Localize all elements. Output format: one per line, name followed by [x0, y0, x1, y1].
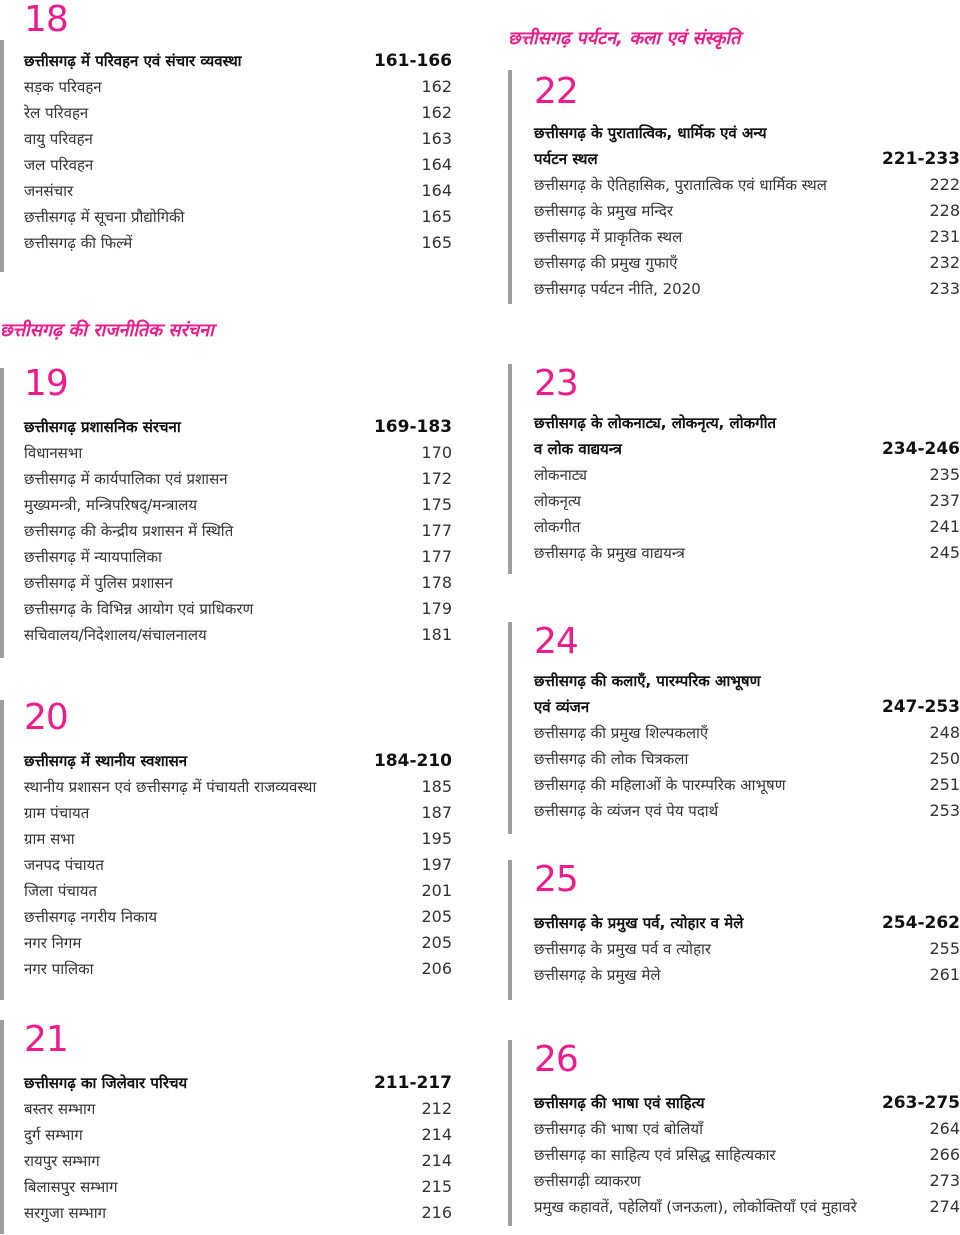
chapter-19: [0, 362, 452, 648]
chapter-20: [0, 694, 452, 982]
page-range: 234-246: [881, 439, 960, 459]
chapter-bar: [0, 1020, 4, 1234]
list-item[interactable]: [24, 596, 452, 622]
list-item[interactable]: [24, 800, 452, 826]
item-title: छत्तीसगढ़ नगरीय निकाय: [24, 908, 158, 926]
item-page: 245: [929, 543, 960, 562]
chapter-items: [534, 936, 960, 988]
item-title: छत्तीसगढ़ के विभिन्न आयोग एवं प्राधिकरण: [24, 600, 254, 618]
list-item[interactable]: [534, 198, 960, 224]
item-page: 253: [929, 801, 960, 820]
list-item[interactable]: [24, 100, 452, 126]
chapter-title-text: एवं व्यंजन: [534, 698, 590, 716]
chapter-title-text: छत्तीसगढ़ में स्थानीय स्वशासन: [24, 752, 188, 770]
chapter-number: 19: [24, 363, 68, 404]
chapter-title-text: व लोक वाद्ययन्त्र: [534, 440, 622, 458]
page-range: 254-262: [881, 913, 960, 933]
list-item[interactable]: [24, 178, 452, 204]
item-title: छत्तीसगढ़ की लोक चित्रकला: [534, 750, 689, 768]
list-item[interactable]: [24, 774, 452, 800]
item-page: 201: [421, 881, 452, 900]
item-title: लोकगीत: [534, 518, 581, 536]
item-page: 233: [929, 279, 960, 298]
item-page: 177: [421, 521, 452, 540]
list-item[interactable]: [534, 798, 960, 824]
list-item[interactable]: [534, 1168, 960, 1194]
chapter-22: [508, 66, 960, 302]
chapter-number: 22: [534, 71, 578, 112]
chapter-title-text: छत्तीसगढ़ में परिवहन एवं संचार व्यवस्था: [24, 52, 242, 70]
item-page: 162: [421, 77, 452, 96]
chapter-number: 23: [534, 363, 578, 404]
section-heading: छत्तीसगढ़ की राजनीतिक सरंचना: [0, 320, 214, 341]
item-page: 164: [421, 155, 452, 174]
list-item[interactable]: [24, 544, 452, 570]
list-item[interactable]: [24, 1200, 452, 1226]
list-item[interactable]: [24, 466, 452, 492]
chapter-title-line1[interactable]: [534, 120, 960, 146]
chapter-number: 18: [24, 0, 68, 40]
list-item[interactable]: [534, 1194, 960, 1220]
item-page: 164: [421, 181, 452, 200]
chapter-title-text: पर्यटन स्थल: [534, 150, 598, 168]
list-item[interactable]: [24, 956, 452, 982]
chapter-bar: [0, 368, 4, 658]
item-title: सरगुजा सम्भाग: [24, 1204, 107, 1222]
list-item[interactable]: [534, 276, 960, 302]
chapter-items: [24, 1096, 452, 1226]
item-page: 177: [421, 547, 452, 566]
item-page: 222: [929, 175, 960, 194]
item-title: छत्तीसगढ़ के प्रमुख मन्दिर: [534, 202, 673, 220]
item-title: बिलासपुर सम्भाग: [24, 1178, 118, 1196]
item-title: रेल परिवहन: [24, 104, 89, 122]
item-page: 205: [421, 933, 452, 952]
chapter-bar: [508, 622, 512, 834]
item-page: 163: [421, 129, 452, 148]
list-item[interactable]: [24, 126, 452, 152]
chapter-title[interactable]: [534, 1090, 960, 1116]
list-item[interactable]: [24, 440, 452, 466]
chapter-title[interactable]: [24, 748, 452, 774]
item-title: बस्तर सम्भाग: [24, 1100, 96, 1118]
chapter-23: [508, 360, 960, 566]
list-item[interactable]: [24, 1122, 452, 1148]
page-range: 161-166: [373, 51, 452, 71]
item-page: 255: [929, 939, 960, 958]
chapter-24: [508, 618, 960, 824]
item-title: छत्तीसगढ़ की केन्द्रीय प्रशासन में स्थिति: [24, 522, 234, 540]
item-title: छत्तीसगढ़ में न्यायपालिका: [24, 548, 162, 566]
list-item[interactable]: [534, 514, 960, 540]
list-item[interactable]: [24, 152, 452, 178]
item-page: 248: [929, 723, 960, 742]
list-item[interactable]: [534, 1116, 960, 1142]
item-page: 251: [929, 775, 960, 794]
list-item[interactable]: [534, 746, 960, 772]
list-item[interactable]: [24, 492, 452, 518]
list-item[interactable]: [24, 518, 452, 544]
item-title: जनसंचार: [24, 182, 74, 200]
item-title: जल परिवहन: [24, 156, 94, 174]
chapter-title-line2[interactable]: [534, 146, 960, 172]
chapter-21: [0, 1016, 452, 1226]
item-page: 165: [421, 207, 452, 226]
item-title: छत्तीसगढ़ के प्रमुख वाद्ययन्त्र: [534, 544, 685, 562]
item-title: छत्तीसगढ़ी व्याकरण: [534, 1172, 641, 1190]
item-page: 274: [929, 1197, 960, 1216]
chapter-title[interactable]: [24, 1070, 452, 1096]
list-item[interactable]: [534, 720, 960, 746]
chapter-bar: [508, 364, 512, 574]
chapter-title-text: छत्तीसगढ़ के पुरातात्विक, धार्मिक एवं अन्य: [534, 124, 767, 142]
item-title: छत्तीसगढ़ में प्राकृतिक स्थल: [534, 228, 683, 246]
chapter-title-line1[interactable]: [534, 668, 960, 694]
item-page: 214: [421, 1125, 452, 1144]
chapter-number: 26: [534, 1039, 578, 1080]
chapter-bar: [0, 40, 4, 272]
item-title: नगर निगम: [24, 934, 82, 952]
chapter-number: 25: [534, 859, 578, 900]
list-item[interactable]: [24, 826, 452, 852]
item-title: छत्तीसगढ़ की महिलाओं के पारम्परिक आभूषण: [534, 776, 786, 794]
item-title: छत्तीसगढ़ की प्रमुख गुफाएँ: [534, 254, 678, 272]
item-title: छत्तीसगढ़ में सूचना प्रौद्योगिकी: [24, 208, 185, 226]
item-page: 228: [929, 201, 960, 220]
chapter-number: 24: [534, 621, 578, 662]
page-range: 184-210: [373, 751, 452, 771]
list-item[interactable]: [24, 204, 452, 230]
item-title: नगर पालिका: [24, 960, 94, 978]
item-title: जनपद पंचायत: [24, 856, 104, 874]
item-title: प्रमुख कहावतें, पहेलियाँ (जनऊला), लोकोक्तियाँ एवं मुहावरे: [534, 1198, 857, 1216]
item-title: ग्राम पंचायत: [24, 804, 90, 822]
chapter-items: [534, 462, 960, 566]
item-title: सचिवालय/निदेशालय/संचालनालय: [24, 626, 207, 644]
item-page: 162: [421, 103, 452, 122]
chapter-25: [508, 856, 960, 988]
chapter-title[interactable]: [24, 48, 452, 74]
chapter-title-text: छत्तीसगढ़ की कलाएँ, पारम्परिक आभूषण: [534, 672, 761, 690]
page-range: 221-233: [881, 149, 960, 169]
list-item[interactable]: [534, 1142, 960, 1168]
list-item[interactable]: [24, 1148, 452, 1174]
chapter-title-text: छत्तीसगढ़ की भाषा एवं साहित्य: [534, 1094, 705, 1112]
item-title: छत्तीसगढ़ पर्यटन नीति, 2020: [534, 280, 701, 298]
item-page: 264: [929, 1119, 960, 1138]
item-title: वायु परिवहन: [24, 130, 93, 148]
item-page: 250: [929, 749, 960, 768]
item-page: 232: [929, 253, 960, 272]
page-range: 211-217: [373, 1073, 452, 1093]
chapter-18: [0, 0, 452, 256]
chapter-title-line2[interactable]: [534, 694, 960, 720]
list-item[interactable]: [534, 250, 960, 276]
item-page: 241: [929, 517, 960, 536]
item-title: लोकनाट्य: [534, 466, 588, 484]
list-item[interactable]: [24, 74, 452, 100]
list-item[interactable]: [24, 1174, 452, 1200]
list-item[interactable]: [534, 540, 960, 566]
list-item[interactable]: [24, 570, 452, 596]
item-page: 178: [421, 573, 452, 592]
list-item[interactable]: [24, 1096, 452, 1122]
chapter-title-line2[interactable]: [534, 436, 960, 462]
list-item[interactable]: [534, 462, 960, 488]
chapter-title-text: छत्तीसगढ़ प्रशासनिक संरचना: [24, 418, 181, 436]
list-item[interactable]: [24, 230, 452, 256]
chapter-number: 20: [24, 697, 68, 738]
page-range: 263-275: [881, 1093, 960, 1113]
item-page: 205: [421, 907, 452, 926]
item-title: दुर्ग सम्भाग: [24, 1126, 83, 1144]
item-page: 175: [421, 495, 452, 514]
chapter-items: [534, 172, 960, 302]
item-page: 179: [421, 599, 452, 618]
list-item[interactable]: [24, 622, 452, 648]
chapter-title[interactable]: [24, 414, 452, 440]
chapter-title[interactable]: [534, 910, 960, 936]
item-page: 231: [929, 227, 960, 246]
item-title: छत्तीसगढ़ में कार्यपालिका एवं प्रशासन: [24, 470, 228, 488]
item-title: छत्तीसगढ़ की प्रमुख शिल्पकलाएँ: [534, 724, 709, 742]
chapter-26: [508, 1036, 960, 1220]
chapter-items: [534, 1116, 960, 1220]
list-item[interactable]: [24, 904, 452, 930]
item-title: रायपुर सम्भाग: [24, 1152, 100, 1170]
item-title: लोकनृत्य: [534, 492, 581, 510]
item-page: 185: [421, 777, 452, 796]
list-item[interactable]: [24, 878, 452, 904]
item-page: 195: [421, 829, 452, 848]
item-page: 266: [929, 1145, 960, 1164]
list-item[interactable]: [534, 962, 960, 988]
chapter-items: [24, 774, 452, 982]
item-title: छत्तीसगढ़ की फिल्में: [24, 234, 133, 252]
page-range: 247-253: [881, 697, 960, 717]
item-page: 172: [421, 469, 452, 488]
item-page: 212: [421, 1099, 452, 1118]
item-title: छत्तीसगढ़ की भाषा एवं बोलियाँ: [534, 1120, 703, 1138]
item-page: 206: [421, 959, 452, 978]
item-page: 273: [929, 1171, 960, 1190]
item-page: 261: [929, 965, 960, 984]
item-page: 187: [421, 803, 452, 822]
item-title: स्थानीय प्रशासन एवं छत्तीसगढ़ में पंचायती राजव्यवस्था: [24, 778, 317, 796]
item-page: 181: [421, 625, 452, 644]
item-title: छत्तीसगढ़ के प्रमुख मेले: [534, 966, 661, 984]
item-page: 165: [421, 233, 452, 252]
item-title: छत्तीसगढ़ के व्यंजन एवं पेय पदार्थ: [534, 802, 719, 820]
item-page: 197: [421, 855, 452, 874]
list-item[interactable]: [534, 772, 960, 798]
chapter-number: 21: [24, 1019, 68, 1060]
item-title: छत्तीसगढ़ का साहित्य एवं प्रसिद्ध साहित्यकार: [534, 1146, 776, 1164]
item-title: मुख्यमन्त्री, मन्त्रिपरिषद्/मन्त्रालय: [24, 496, 198, 514]
item-page: 214: [421, 1151, 452, 1170]
list-item[interactable]: [534, 224, 960, 250]
item-page: 235: [929, 465, 960, 484]
item-page: 170: [421, 443, 452, 462]
section-heading: छत्तीसगढ़ पर्यटन, कला एवं संस्कृति: [508, 28, 741, 49]
chapter-title-text: छत्तीसगढ़ के लोकनाट्य, लोकनृत्य, लोकगीत: [534, 414, 777, 432]
list-item[interactable]: [534, 936, 960, 962]
item-title: छत्तीसगढ़ में पुलिस प्रशासन: [24, 574, 173, 592]
item-title: जिला पंचायत: [24, 882, 98, 900]
item-title: सड़क परिवहन: [24, 78, 102, 96]
chapter-items: [24, 74, 452, 256]
list-item[interactable]: [24, 930, 452, 956]
list-item[interactable]: [24, 852, 452, 878]
chapter-bar: [0, 700, 4, 1000]
chapter-title-text: छत्तीसगढ़ का जिलेवार परिचय: [24, 1074, 188, 1092]
item-page: 237: [929, 491, 960, 510]
page-range: 169-183: [373, 417, 452, 437]
chapter-items: [24, 440, 452, 648]
chapter-title-line1[interactable]: [534, 410, 960, 436]
chapter-bar: [508, 860, 512, 1000]
list-item[interactable]: [534, 488, 960, 514]
item-title: छत्तीसगढ़ के प्रमुख पर्व व त्योहार: [534, 940, 712, 958]
item-page: 215: [421, 1177, 452, 1196]
chapter-title-text: छत्तीसगढ़ के प्रमुख पर्व, त्योहार व मेले: [534, 914, 744, 932]
chapter-bar: [508, 70, 512, 304]
item-page: 216: [421, 1203, 452, 1222]
item-title: छत्तीसगढ़ के ऐतिहासिक, पुरातात्विक एवं धार्मिक स्थल: [534, 176, 827, 194]
item-title: विधानसभा: [24, 444, 83, 462]
chapter-bar: [508, 1040, 512, 1226]
item-title: ग्राम सभा: [24, 830, 75, 848]
list-item[interactable]: [534, 172, 960, 198]
chapter-items: [534, 720, 960, 824]
